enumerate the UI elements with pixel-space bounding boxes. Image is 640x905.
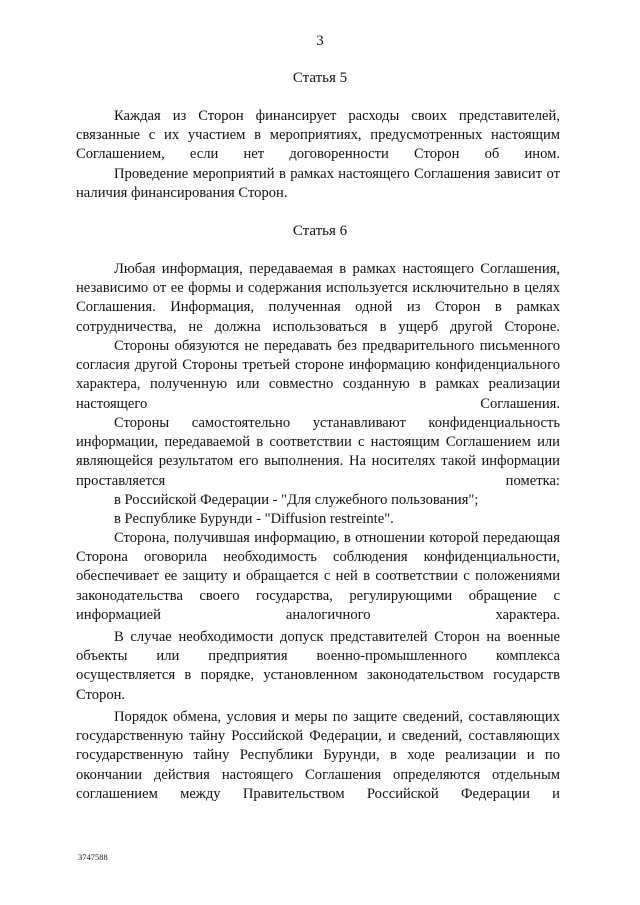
article-6-paragraph-5: В случае необходимости допуск представителей Сторон на военные объекты или предприятия военно-промышленного комплекса осуществляется в порядке, установленном законодательством государств Сторон. bbox=[76, 629, 560, 703]
marking-item-russia: в Российской Федерации - "Для служебного пользования"; bbox=[114, 492, 479, 508]
article-5-paragraph-2: Проведение мероприятий в рамках настоящего Соглашения зависит от наличия финансирования Сторон. bbox=[76, 166, 560, 202]
article-6-paragraph-2: Стороны обязуются не передавать без предварительного письменного согласия другой Стороны третьей стороне информацию конфиденциального характера, полученную или совместно созданную в рамках реализации настоящего Соглашения. bbox=[76, 338, 560, 412]
page-number: 3 bbox=[316, 33, 324, 49]
article-6-paragraph-4: Сторона, получившая информацию, в отношении которой передающая Сторона оговорила необходимость соблюдения конфиденциальности, обеспечивает ее защиту и обращается с ней в соответствии с положениями законодательства своего государства, регулирующими обращение с информацией аналогичного характера. bbox=[76, 530, 560, 623]
article-5-paragraph-1: Каждая из Сторон финансирует расходы своих представителей, связанные с их участием в мероприятиях, предусмотренных настоящим Соглашением, если нет договоренности Сторон об ином. bbox=[76, 108, 560, 163]
article-6-paragraph-1: Любая информация, передаваемая в рамках настоящего Соглашения, независимо от ее формы и содержания используется исключительно в целях Соглашения. Информация, полученная одной из Сторон в рамках сотрудничества, не должна использоваться в ущерб другой Стороне. bbox=[76, 261, 560, 335]
article-6-paragraph-3: Стороны самостоятельно устанавливают конфиденциальность информации, передаваемой в соответствии с настоящим Соглашением или являющейся результатом его выполнения. На носителях такой информации проставляется пометка: bbox=[76, 415, 560, 489]
document-code: 3747588 bbox=[78, 852, 108, 862]
article-6-title: Статья 6 bbox=[292, 223, 348, 239]
marking-item-burundi: в Республике Бурунди - "Diffusion restreinte". bbox=[114, 511, 394, 527]
article-5-title: Статья 5 bbox=[292, 70, 348, 86]
article-6-paragraph-6: Порядок обмена, условия и меры по защите сведений, составляющих государственную тайну Российской Федерации, и сведений, составляющих государственную тайну Республики Бурунди, в ходе реализации и по окончании действия настоящего Соглашения определяются отдельным соглашением между Правительством Российской Федерации и bbox=[76, 709, 560, 802]
